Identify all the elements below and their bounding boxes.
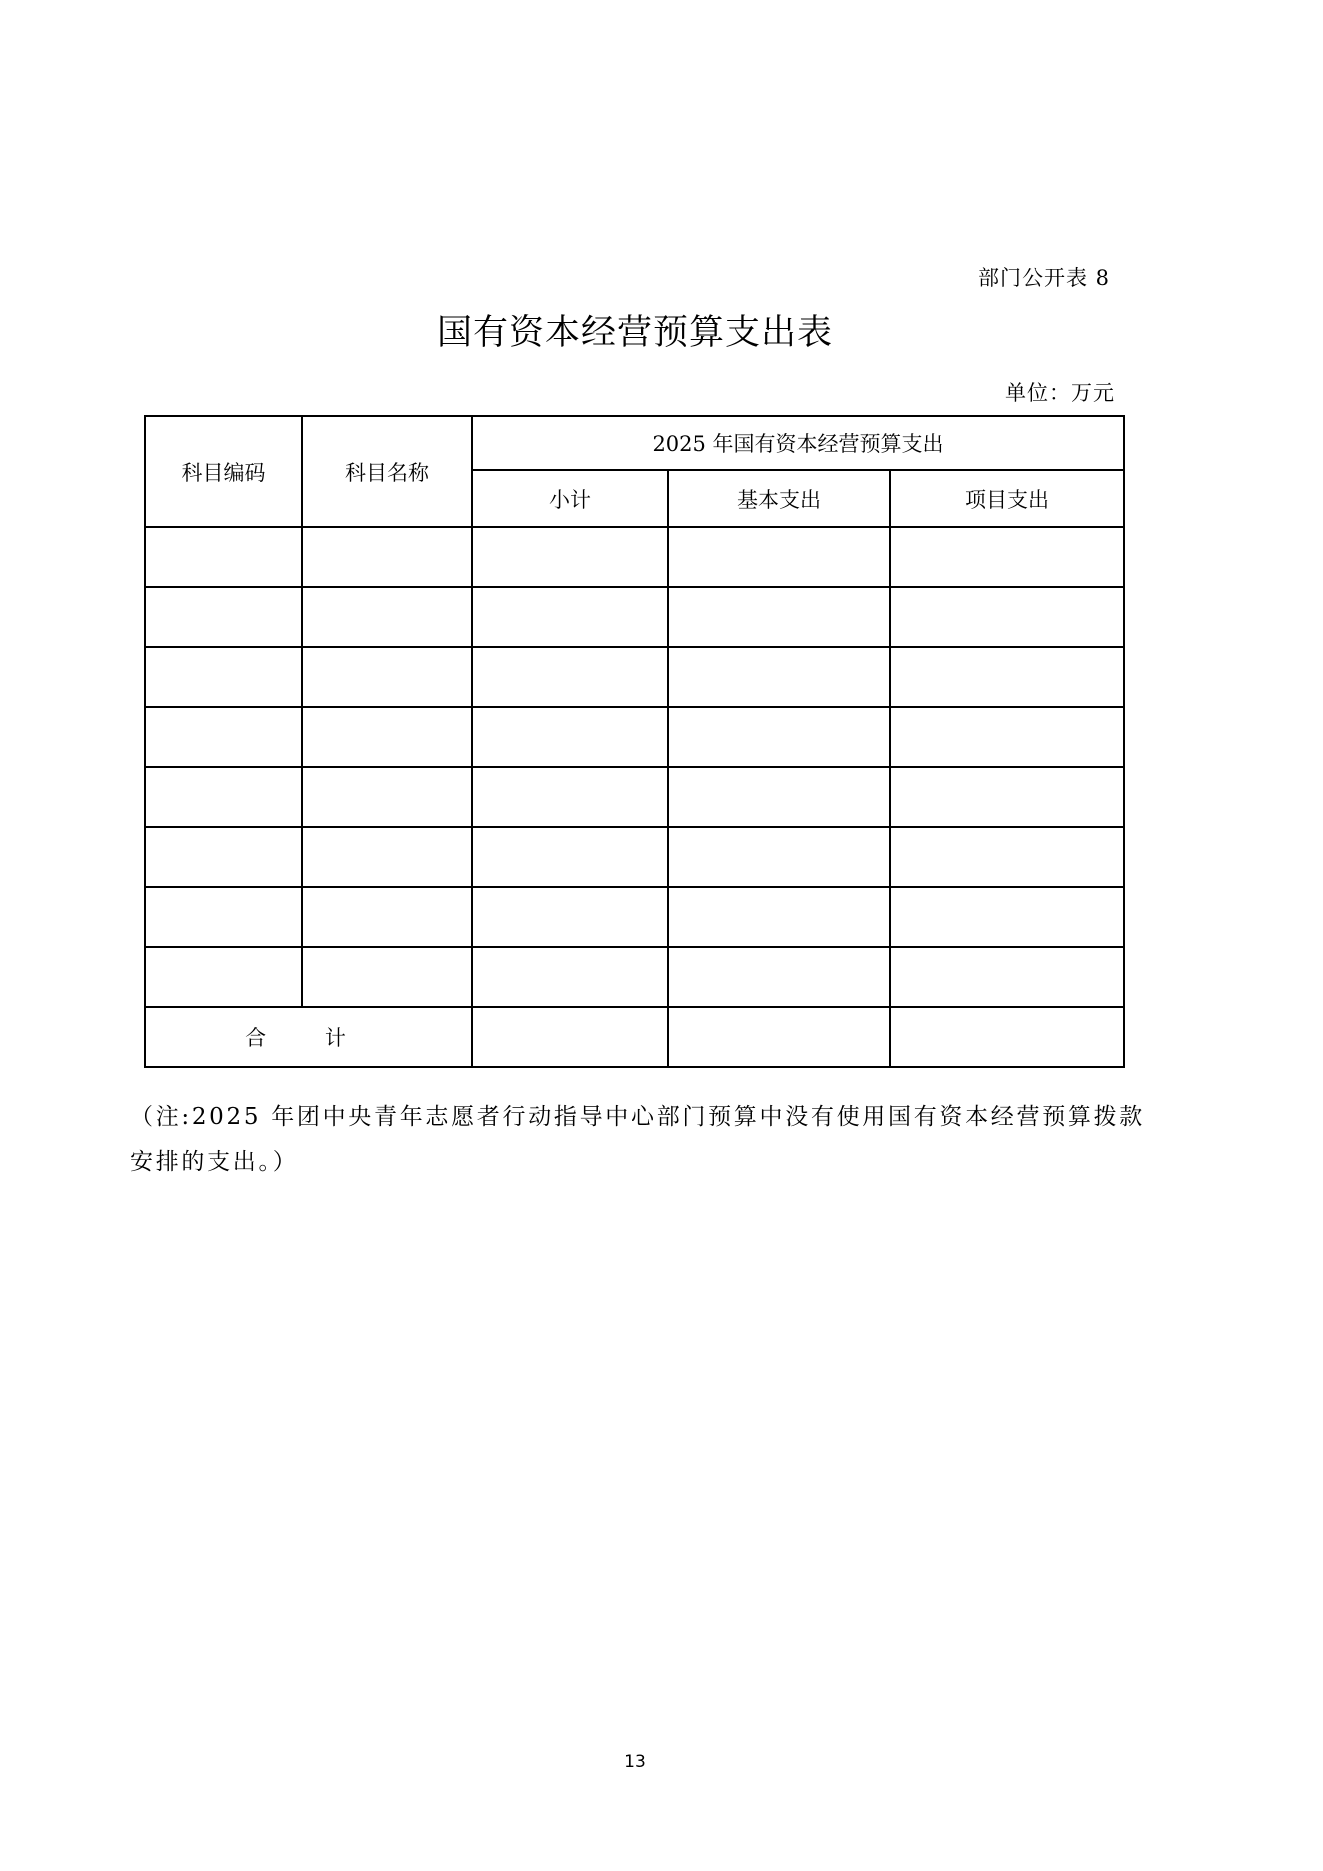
table-cell xyxy=(472,827,668,887)
footnote: （注:2025 年团中央青年志愿者行动指导中心部门预算中没有使用国有资本经营预算拨款安排的支出。） xyxy=(130,1104,1145,1175)
budget-table xyxy=(144,415,1125,1068)
table-cell xyxy=(145,647,302,707)
table-row xyxy=(145,587,1124,647)
table-cell xyxy=(668,647,890,707)
table-cell xyxy=(302,707,472,767)
table-row xyxy=(145,707,1124,767)
table-cell xyxy=(890,947,1124,1007)
total-label: 合 计 xyxy=(145,1007,472,1067)
table-cell xyxy=(472,527,668,587)
table-cell xyxy=(668,707,890,767)
table-cell xyxy=(302,587,472,647)
table-cell xyxy=(145,587,302,647)
header-subject-code: 科目编码 xyxy=(145,416,302,527)
table-cell xyxy=(890,527,1124,587)
table-cell xyxy=(302,887,472,947)
table-cell xyxy=(668,587,890,647)
table-row xyxy=(145,947,1124,1007)
table-cell xyxy=(145,527,302,587)
table-cell xyxy=(668,887,890,947)
header-group-expenditure: 2025 年国有资本经营预算支出 xyxy=(472,416,1124,470)
header-subtotal: 小计 xyxy=(472,470,668,527)
table-cell xyxy=(668,947,890,1007)
table-cell xyxy=(145,707,302,767)
table-cell xyxy=(472,947,668,1007)
table-cell xyxy=(145,887,302,947)
table-cell xyxy=(472,767,668,827)
table-cell xyxy=(472,587,668,647)
table-row xyxy=(145,527,1124,587)
header-basic-expenditure: 基本支出 xyxy=(668,470,890,527)
table-cell xyxy=(145,947,302,1007)
table-row xyxy=(145,827,1124,887)
total-subtotal-cell xyxy=(472,1007,668,1067)
table-cell xyxy=(302,947,472,1007)
table-cell xyxy=(668,827,890,887)
table-cell xyxy=(890,707,1124,767)
table-cell xyxy=(472,647,668,707)
table-row xyxy=(145,647,1124,707)
table-cell xyxy=(302,827,472,887)
table-id-label: 部门公开表 8 xyxy=(977,266,1110,290)
table-cell xyxy=(145,827,302,887)
table-cell xyxy=(472,887,668,947)
table-row xyxy=(145,887,1124,947)
table-cell xyxy=(890,647,1124,707)
table-cell xyxy=(302,527,472,587)
table-cell xyxy=(145,767,302,827)
table-cell xyxy=(890,827,1124,887)
table-cell xyxy=(668,767,890,827)
table-cell xyxy=(890,587,1124,647)
page-number: 13 xyxy=(624,1752,646,1772)
table-cell xyxy=(302,767,472,827)
unit-label: 单位：万元 xyxy=(1005,381,1115,405)
table-cell xyxy=(890,887,1124,947)
page-title: 国有资本经营预算支出表 xyxy=(436,313,833,353)
table-cell xyxy=(668,527,890,587)
table-cell xyxy=(472,707,668,767)
header-subject-name: 科目名称 xyxy=(302,416,472,527)
total-basic-cell xyxy=(668,1007,890,1067)
table-cell xyxy=(890,767,1124,827)
total-row xyxy=(145,1007,1124,1067)
table-cell xyxy=(302,647,472,707)
total-project-cell xyxy=(890,1007,1124,1067)
header-project-expenditure: 项目支出 xyxy=(890,470,1124,527)
table-row xyxy=(145,767,1124,827)
table-header-row xyxy=(145,416,1124,470)
